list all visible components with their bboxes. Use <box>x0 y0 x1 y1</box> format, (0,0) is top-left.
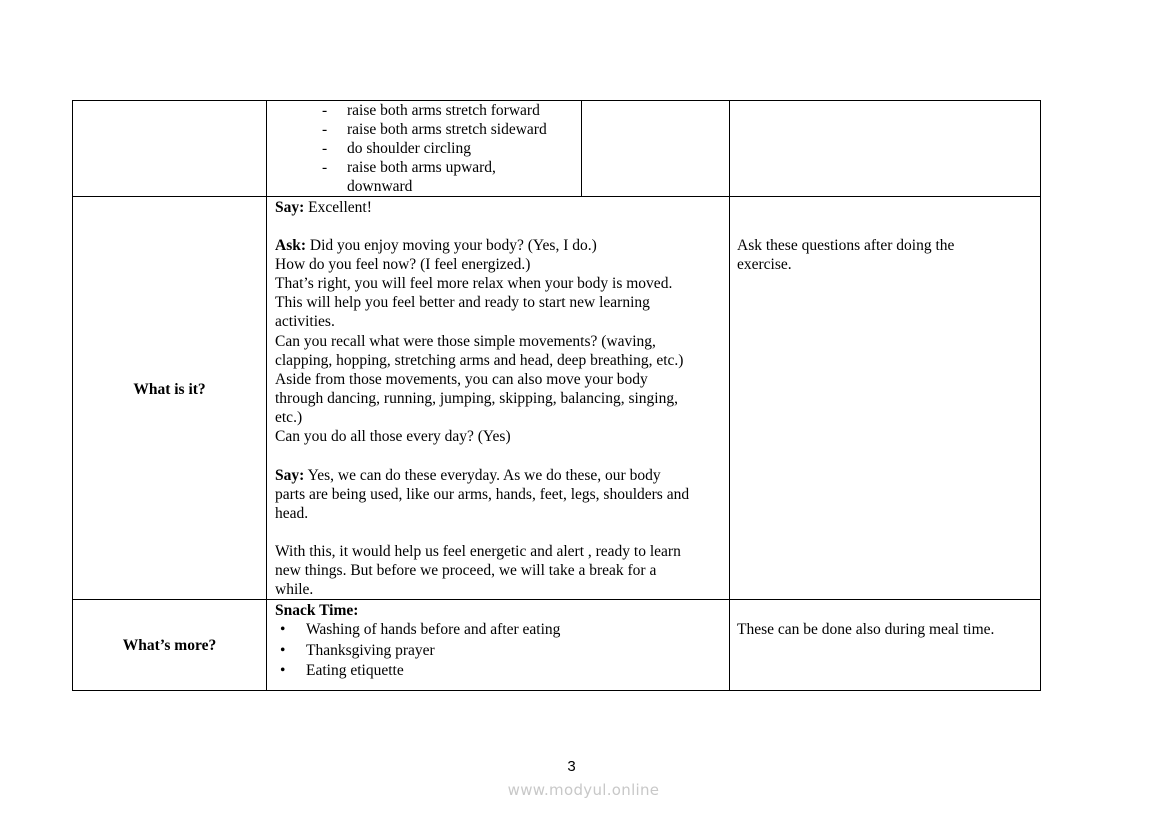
note-line: Ask these questions after doing the <box>737 237 955 254</box>
content-line: Can you recall what were those simple movements? (waving, <box>275 333 656 350</box>
content-line: parts are being used, like our arms, hands, feet, legs, shoulders and <box>275 486 690 503</box>
row1-inner-divider <box>581 100 582 196</box>
list-item <box>322 120 327 139</box>
column2-divider <box>729 100 730 691</box>
list-item-text: do shoulder circling <box>347 140 471 157</box>
row-label-what-is-it: What is it? <box>133 381 206 398</box>
ask-label: Ask: <box>275 237 307 254</box>
content-line: How do you feel now? (I feel energized.) <box>275 256 531 273</box>
list-item-text: raise both arms upward, <box>347 159 496 176</box>
row3-note: These can be done also during meal time. <box>737 621 995 638</box>
content-line: That’s right, you will feel more relax when your body is moved. <box>275 275 673 292</box>
dash-bullet: - <box>322 102 328 119</box>
content-line: Aside from those movements, you can also move your body <box>275 371 648 388</box>
list-item <box>280 620 560 641</box>
content-line: through dancing, running, jumping, skipping, balancing, singing, <box>275 390 678 407</box>
content-line: head. <box>275 505 309 522</box>
say-excellent <box>275 198 372 217</box>
say-label: Say: <box>275 467 305 484</box>
content-line: clapping, hopping, stretching arms and head, deep breathing, etc.) <box>275 352 684 369</box>
content-line: activities. <box>275 313 335 330</box>
dash-bullet: - <box>322 159 328 176</box>
row1-bottom-border <box>72 196 1041 197</box>
list-item <box>280 661 404 682</box>
ask-text: Did you enjoy moving your body? (Yes, I do.) <box>306 237 597 254</box>
list-item-text-continued: downward <box>347 178 413 195</box>
list-item <box>280 641 435 662</box>
say-everyday <box>275 466 661 485</box>
list-item-text: Thanksgiving prayer <box>306 642 435 659</box>
say-text: Excellent! <box>304 199 372 216</box>
row2-bottom-border <box>72 599 1041 600</box>
table-right-border <box>1040 100 1041 691</box>
content-line: With this, it would help us feel energetic and alert , ready to learn <box>275 543 681 560</box>
content-line: new things. But before we proceed, we will take a break for a <box>275 562 657 579</box>
content-line: while. <box>275 581 314 598</box>
list-item-text: Eating etiquette <box>306 662 404 679</box>
table-top-border <box>72 100 1041 101</box>
content-line: This will help you feel better and ready to start new learning <box>275 294 650 311</box>
say-label: Say: <box>275 199 305 216</box>
dash-bullet: - <box>322 121 328 138</box>
bullet-icon: • <box>280 642 286 659</box>
bullet-icon: • <box>280 621 286 638</box>
content-line: Can you do all those every day? (Yes) <box>275 428 511 445</box>
list-item-text: raise both arms stretch sideward <box>347 121 547 138</box>
page-number: 3 <box>567 758 576 775</box>
list-item-text: Washing of hands before and after eating <box>306 621 561 638</box>
dash-bullet: - <box>322 140 328 157</box>
content-line: etc.) <box>275 409 303 426</box>
say-text: Yes, we can do these everyday. As we do these, our body <box>304 467 661 484</box>
list-item <box>322 101 327 120</box>
row-label-whats-more: What’s more? <box>122 637 217 654</box>
list-item <box>322 139 327 158</box>
list-item <box>322 158 327 177</box>
note-line: exercise. <box>737 256 792 273</box>
bullet-icon: • <box>280 662 286 679</box>
ask-line <box>275 236 597 255</box>
table-bottom-border <box>72 690 1041 691</box>
list-item-text: raise both arms stretch forward <box>347 102 540 119</box>
snack-time-heading: Snack Time: <box>275 602 359 619</box>
watermark: www.modyul.online <box>507 781 660 799</box>
